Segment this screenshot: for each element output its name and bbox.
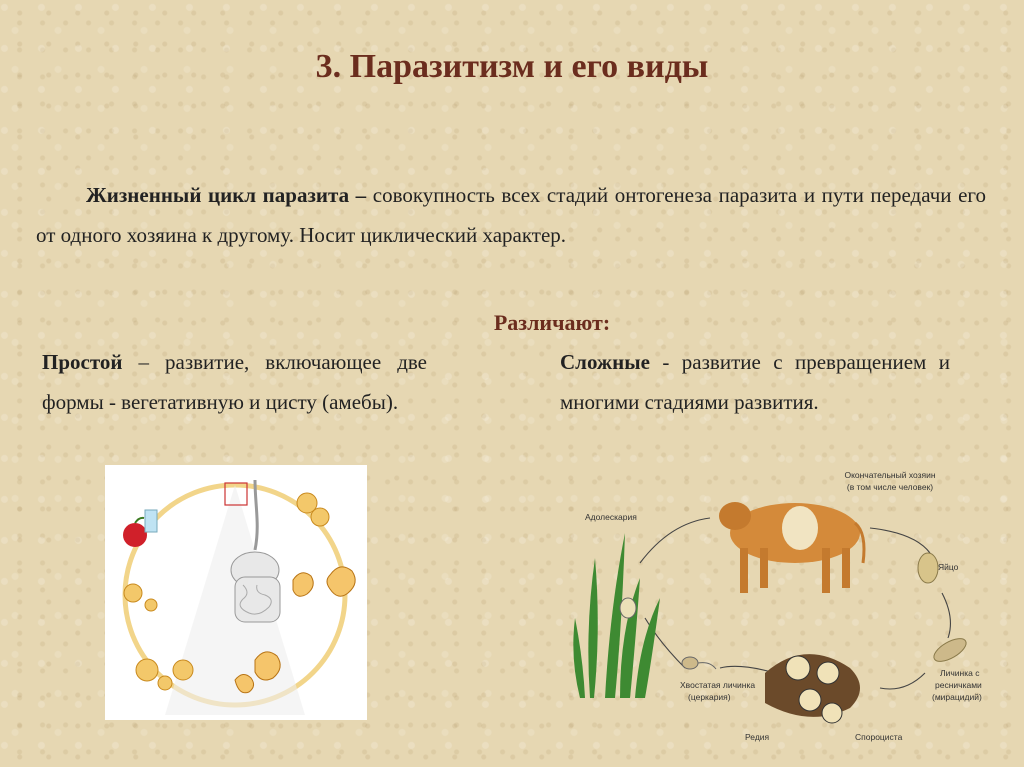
fluke-cycle-figure xyxy=(570,468,990,753)
cercaria-icon xyxy=(682,657,716,669)
definition-term: Жизненный цикл паразита – xyxy=(86,183,367,207)
distinguish-heading: Различают: xyxy=(493,310,611,335)
simple-description: – развитие, включающее две формы - вегетативную и цисту (амебы). xyxy=(42,350,427,414)
label-final-host-note: (в том числе человек) xyxy=(846,482,934,492)
snail-icon xyxy=(765,654,860,723)
definition-text: совокупность всех стадий онтогенеза паразита и пути передачи его от одного хозяина к другому. Носит циклический характер. xyxy=(36,183,986,247)
egg-icon xyxy=(918,553,938,583)
label-miracidium-1: Личинка с xyxy=(940,668,980,678)
adolescaria-icon xyxy=(620,598,636,618)
cow-icon xyxy=(719,502,864,593)
label-final-host: Окончательный хозяин xyxy=(844,470,936,480)
complex-cycle-text xyxy=(560,342,950,422)
complex-description: - развитие с превращением и многими стадиями развития. xyxy=(560,350,950,414)
complex-term: Сложные xyxy=(560,350,650,374)
label-cercaria-2: (церкария) xyxy=(688,692,731,702)
fluke-cycle-illustration xyxy=(570,468,990,753)
label-miracidium-2: ресничками xyxy=(935,680,982,690)
glass-icon xyxy=(145,510,157,532)
amoeba-cycle-illustration xyxy=(105,465,367,720)
miracidium-icon xyxy=(930,634,969,666)
slide-title: 3. Паразитизм и его виды xyxy=(315,48,709,85)
label-egg: Яйцо xyxy=(938,562,959,572)
apple-icon xyxy=(123,518,147,547)
simple-cycle-text xyxy=(42,342,427,422)
amoeba-cycle-figure xyxy=(105,465,367,720)
label-adolescaria: Адолескария xyxy=(585,512,637,522)
label-miracidium-3: (мирацидий) xyxy=(932,692,982,702)
definition-paragraph xyxy=(36,175,986,255)
label-sporocyst: Спороциста xyxy=(855,732,903,742)
label-redia: Редия xyxy=(745,732,770,742)
simple-term: Простой xyxy=(42,350,123,374)
label-cercaria-1: Хвостатая личинка xyxy=(680,680,756,690)
grass-icon xyxy=(573,533,660,698)
